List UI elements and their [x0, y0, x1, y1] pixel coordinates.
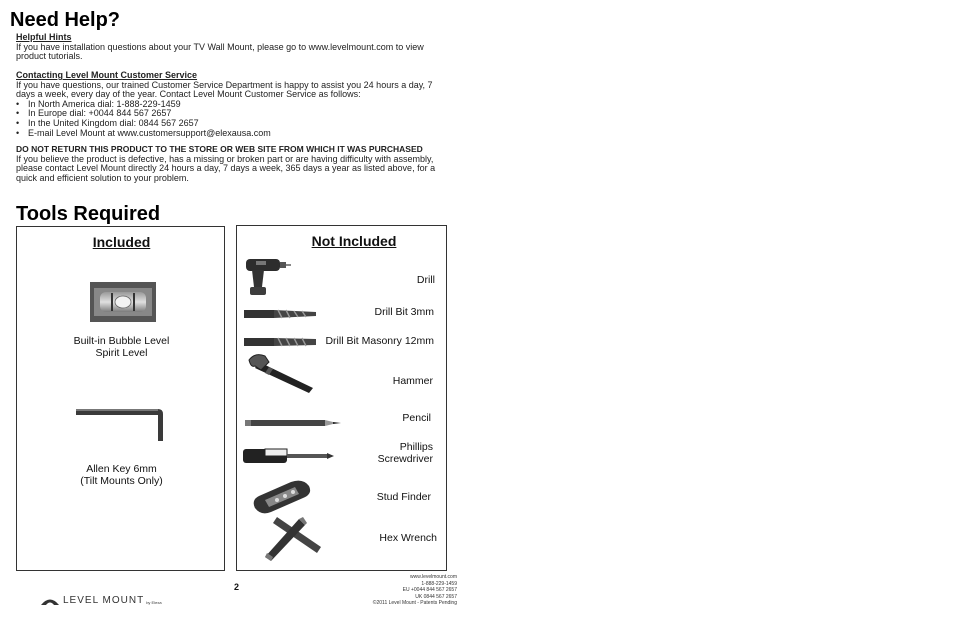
- helpful-hints-heading: Helpful Hints: [16, 32, 72, 42]
- not-included-heading: Not Included: [311, 233, 397, 249]
- allen-key-icon: [74, 407, 166, 448]
- drill-label: Drill: [416, 274, 435, 286]
- tools-required-title: Tools Required: [16, 203, 161, 225]
- helpful-hints-section: [16, 33, 448, 62]
- helpful-hints-text: If you have installation questions about your TV Wall Mount, please go to www.levelmount.com to view product tutorials.: [16, 41, 424, 62]
- contact-section: [16, 71, 448, 138]
- pencil-label: Pencil: [402, 412, 431, 424]
- footer-phone-eu: EU +0044 844 567 2657: [402, 587, 457, 593]
- drill-icon: [244, 257, 292, 302]
- contact-item-europe: • In Europe dial: +0044 844 567 2657: [16, 109, 448, 119]
- hex-wrench-icon: [259, 513, 325, 568]
- warning-section: [16, 145, 448, 183]
- included-heading: Included: [92, 234, 151, 250]
- drill-bit-label: Drill Bit 3mm: [374, 306, 434, 318]
- masonry-bit-icon: [244, 334, 318, 352]
- contact-list: [16, 100, 448, 138]
- screwdriver-label: Phillips Screwdriver: [377, 441, 433, 465]
- not-included-box: [236, 225, 447, 571]
- drill-bit-icon: [244, 306, 318, 324]
- footer-phone-uk: UK 0844 567 2657: [415, 593, 457, 600]
- bubble-level-label: Built-in Bubble Level Spirit Level: [73, 335, 170, 359]
- need-help-title: Need Help?: [10, 9, 121, 31]
- masonry-bit-label: Drill Bit Masonry 12mm: [325, 335, 434, 347]
- page-number: 2: [234, 582, 240, 592]
- logo-sub: by Elexa: [146, 600, 162, 605]
- contact-text: If you have questions, our trained Customer Service Department is happy to assist you 24 hours a day, 7 days a week, every day of the year. Contact Level Mount Customer Service as follows:: [16, 79, 433, 100]
- stud-finder-label: Stud Finder: [376, 491, 431, 503]
- footer-contact: [340, 574, 457, 607]
- pencil-icon: [245, 414, 343, 432]
- hammer-icon: [247, 352, 317, 399]
- warning-heading: DO NOT RETURN THIS PRODUCT TO THE STORE OR WEB SITE FROM WHICH IT WAS PURCHASED: [16, 144, 423, 154]
- hammer-label: Hammer: [392, 375, 433, 387]
- contact-item-uk: • In the United Kingdom dial: 0844 567 2657: [16, 119, 448, 129]
- footer-phone-na: 1-888-229-1459: [421, 580, 457, 587]
- bubble-level-icon: [90, 282, 156, 327]
- footer-copyright: ©2011 Level Mount - Patents Pending: [372, 600, 457, 606]
- footer-website: www.levelmount.com: [410, 574, 457, 580]
- hex-wrench-label: Hex Wrench: [379, 532, 437, 544]
- allen-key-label: Allen Key 6mm (Tilt Mounts Only): [80, 463, 163, 487]
- warning-text: If you believe the product is defective, has a missing or broken part or are having difficulty with assembly, please contact Level Mount directly 24 hours a day, 7 days a week, 365 days a year as listed above, for a quick and efficient solution to your problem.: [16, 153, 436, 183]
- logo-text: LEVEL MOUNT: [63, 595, 145, 606]
- logo-mark-icon: [40, 596, 60, 606]
- contact-item-email: • E-mail Level Mount at www.customersupport@elexausa.com: [16, 129, 448, 139]
- contact-item-north-america: • In North America dial: 1-888-229-1459: [16, 100, 448, 110]
- contact-heading: Contacting Level Mount Customer Service: [16, 70, 198, 80]
- screwdriver-icon: [243, 446, 335, 471]
- included-box: [16, 226, 225, 571]
- level-mount-logo: [40, 595, 162, 606]
